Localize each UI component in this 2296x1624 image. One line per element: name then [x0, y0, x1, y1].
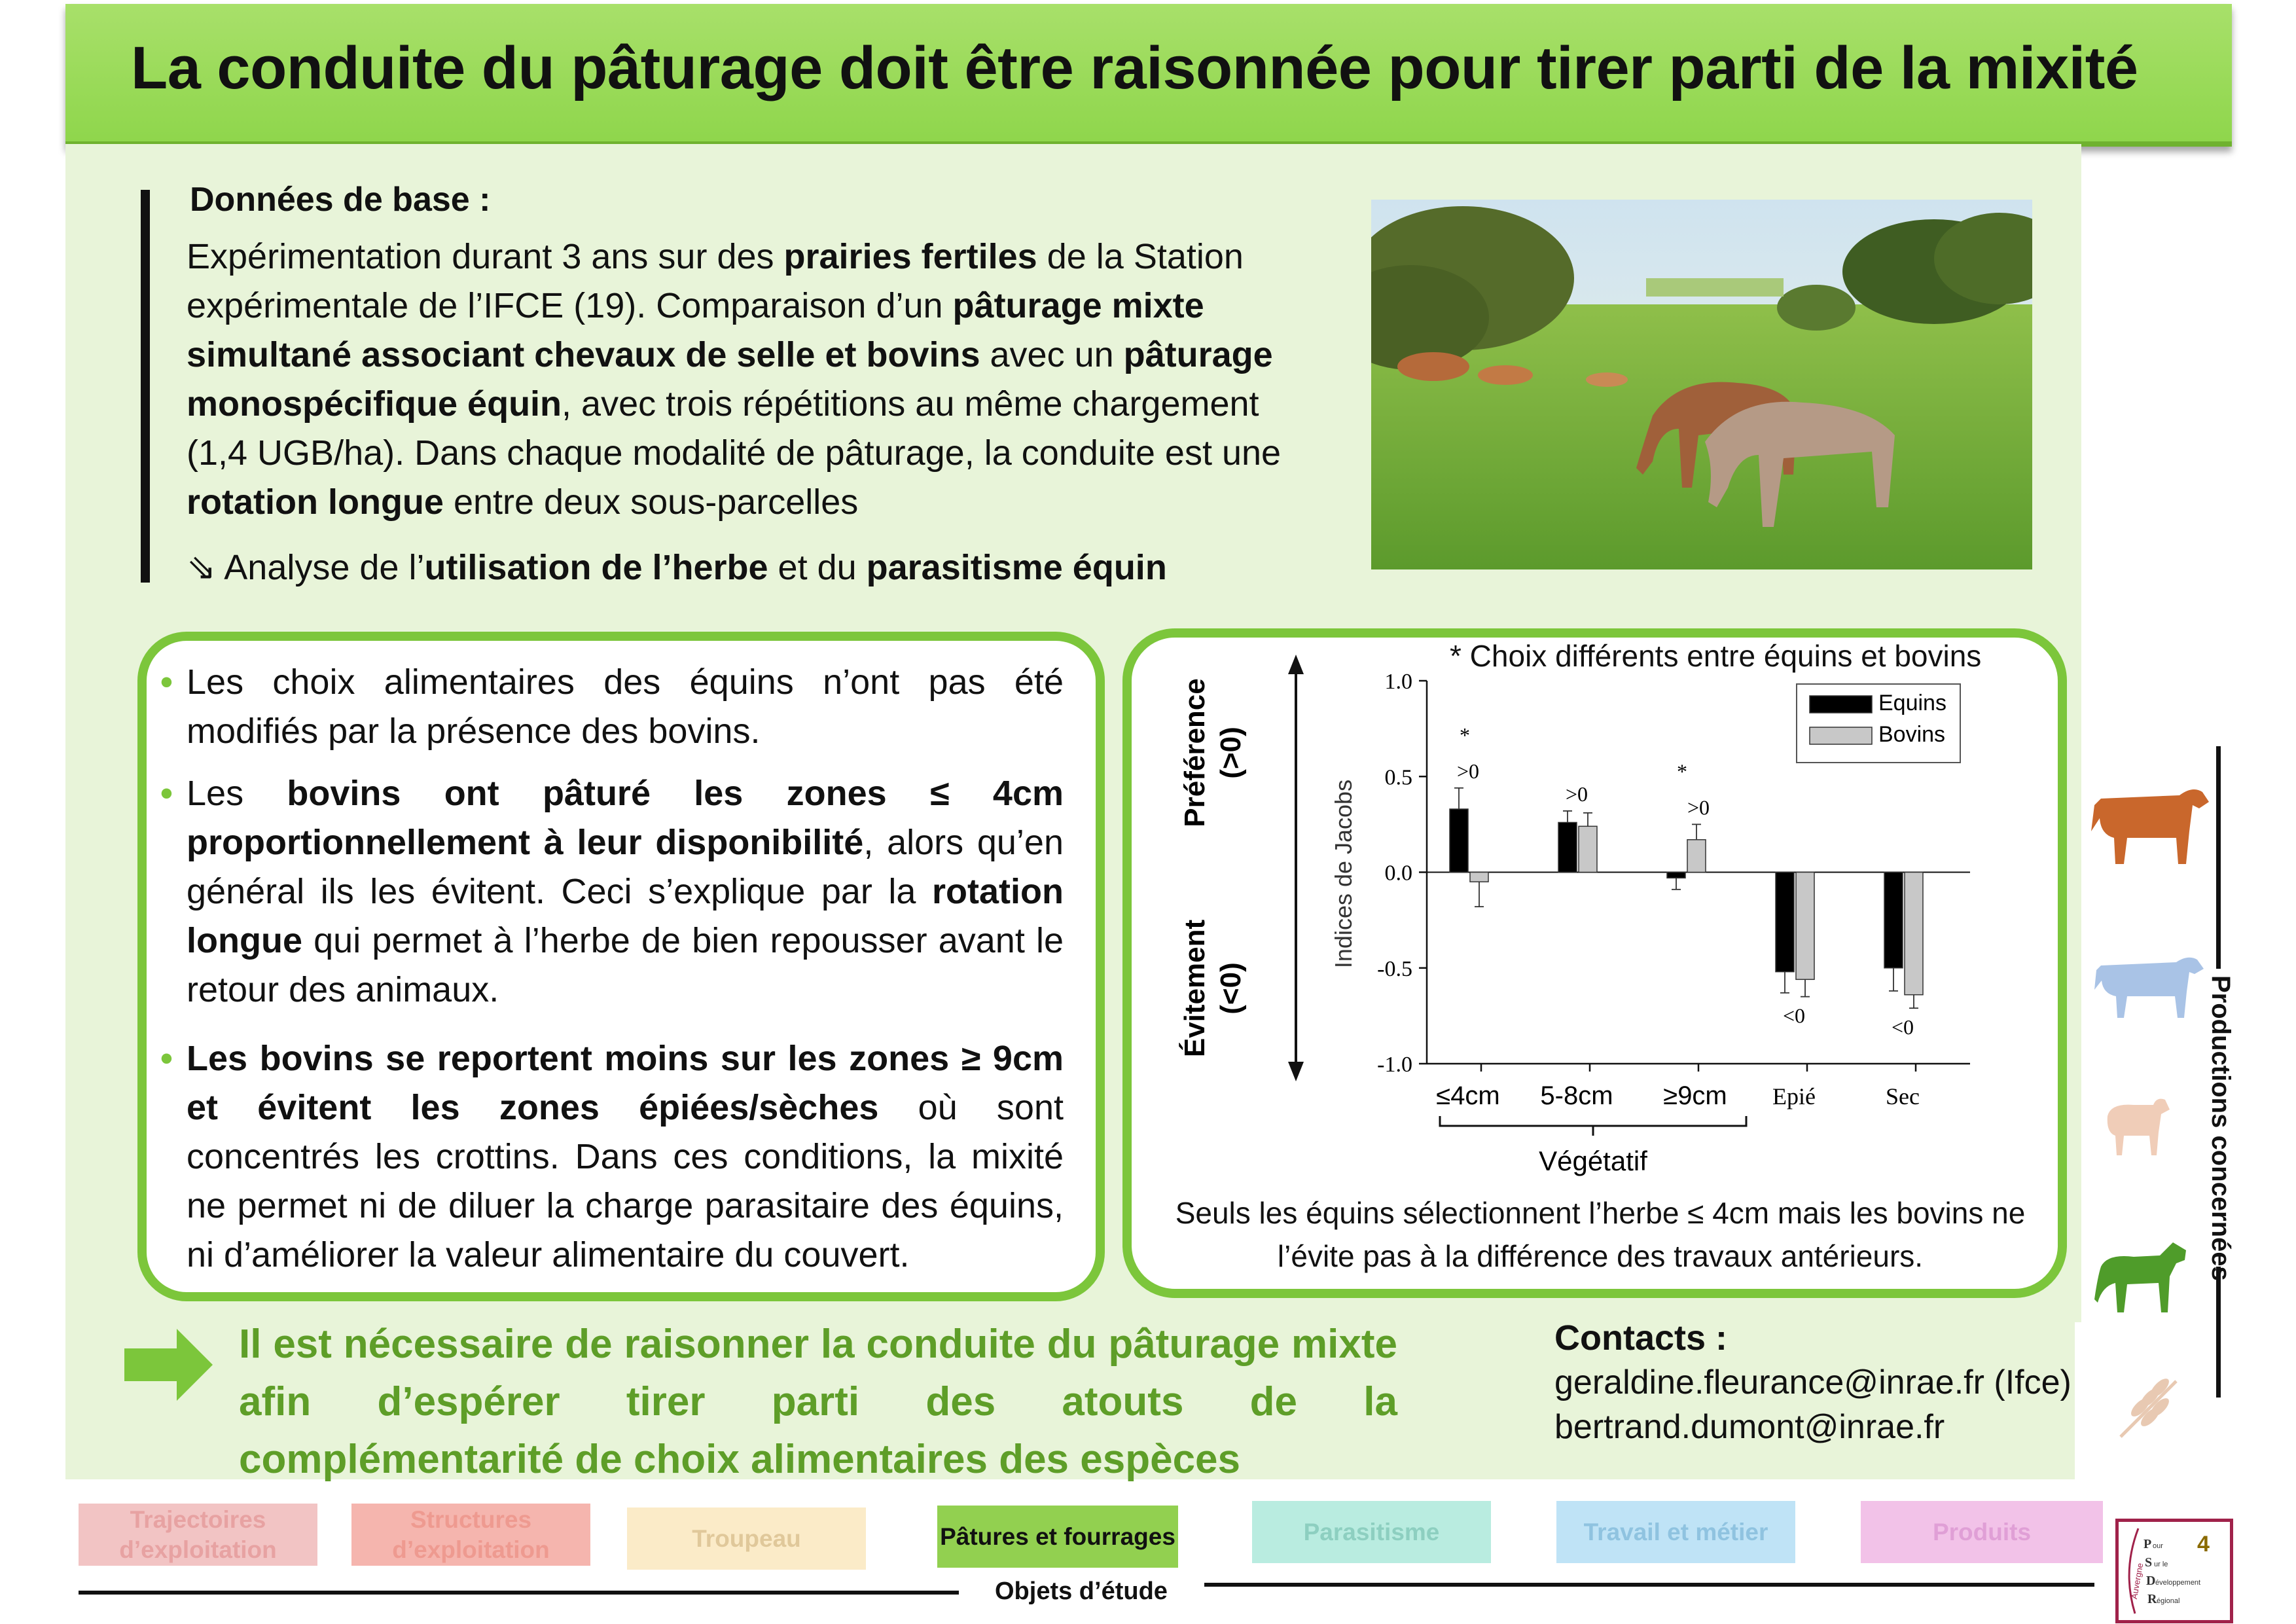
- legend-swatch-equins: [1810, 696, 1872, 713]
- jacobs-chart: [1165, 648, 1990, 1191]
- contact-email-2[interactable]: bertrand.dumont@inrae.fr: [1554, 1408, 1945, 1446]
- nav-line: [1204, 1583, 2094, 1587]
- productions-line: [2216, 746, 2221, 969]
- conclusion-text: Il est nécessaire de raisonner la conduite du pâturage mixte afin d’espérer tirer parti des atouts de la complémentarité de choix alimentaires des espèces: [239, 1322, 1397, 1482]
- cow-icon: [2088, 779, 2212, 871]
- svg-text:ur le: ur le: [2154, 1561, 2168, 1568]
- nav-parasitisme[interactable]: Parasitisme: [1252, 1501, 1491, 1563]
- x-tick-label: Sec: [1886, 1083, 1920, 1110]
- bar-bovins: [1579, 826, 1597, 872]
- nav-structures[interactable]: Structures d’exploitation: [351, 1504, 590, 1566]
- up-arrow-icon: [1288, 655, 1304, 674]
- horse-icon: [2094, 1237, 2193, 1316]
- bar-bovins: [1905, 873, 1923, 995]
- side-label-top: Préférence: [1179, 678, 1211, 827]
- svg-text:éveloppement: éveloppement: [2155, 1579, 2201, 1587]
- svg-text:R: R: [2147, 1592, 2157, 1606]
- contacts-heading: Contacts :: [1554, 1318, 1728, 1358]
- finding-2: • Les bovins ont pâturé les zones ≤ 4cm proportionnellement à leur disponibilité, alors qu’en général ils les évitent. Ceci s’explique par la rotation longue qui permet à l’herbe de bien repousser avant le retour des animaux.: [187, 769, 1064, 1015]
- bar-equins: [1667, 873, 1685, 878]
- svg-text:Auvergne: Auvergne: [2128, 1562, 2145, 1600]
- down-arrow-icon: [1288, 1062, 1304, 1081]
- x-tick-label: Epié: [1772, 1083, 1816, 1110]
- cow-icon: [2091, 949, 2209, 1021]
- bar-bovins: [1796, 873, 1814, 980]
- bar-equins: [1776, 873, 1794, 972]
- y-tick-label: 0.5: [1384, 765, 1412, 790]
- productions-line: [2216, 1267, 2221, 1398]
- pasture-photo: [1371, 200, 2032, 569]
- annotation-label: >0: [1687, 795, 1710, 820]
- side-label-bottom: Évitement: [1179, 919, 1211, 1058]
- x-tick-label: ≥9cm: [1663, 1081, 1727, 1110]
- bar-equins: [1884, 873, 1903, 968]
- bullet-icon: •: [160, 662, 173, 702]
- significance-star: *: [1677, 759, 1687, 784]
- bar-equins: [1558, 822, 1577, 872]
- base-data-heading: Données de base :: [190, 181, 491, 219]
- bar-bovins: [1687, 840, 1706, 873]
- side-label-top-sub: (>0): [1215, 727, 1247, 779]
- legend-label-equins: Equins: [1878, 691, 1946, 715]
- bar-bovins: [1470, 873, 1488, 882]
- y-axis-label: Indices de Jacobs: [1330, 779, 1357, 969]
- x-tick-label: ≤4cm: [1436, 1081, 1500, 1110]
- annotation-label: <0: [1782, 1003, 1806, 1028]
- annotation-label: >0: [1565, 782, 1588, 806]
- page-title: La conduite du pâturage doit être raisonnée pour tirer parti de la mixité: [131, 35, 2138, 101]
- productions-label: Productions concernées: [2206, 975, 2235, 1281]
- nav-produits[interactable]: Produits: [1861, 1501, 2103, 1563]
- contact-email-1[interactable]: geraldine.fleurance@inrae.fr (Ifce): [1554, 1363, 2072, 1401]
- arrow-icon: ⇘: [187, 548, 217, 587]
- contacts: [1554, 1316, 2072, 1449]
- psdr-logo: [2115, 1519, 2233, 1623]
- legend-swatch-bovins: [1810, 727, 1872, 744]
- bullet-icon: •: [160, 1039, 173, 1078]
- sheep-icon: [2101, 1093, 2173, 1159]
- analysis-line: ⇘ Analyse de l’utilisation de l’herbe et du parasitisme équin: [187, 548, 1167, 587]
- chart-note: * Choix différents entre équins et bovins: [1450, 639, 1982, 673]
- base-data-text: Expérimentation durant 3 ans sur des prairies fertiles de la Station expérimentale de l’IFCE (19). Comparaison d’un pâturage mixte simultané associant chevaux de selle et bovins avec un pâturage monospécifique équin, avec trois répétitions au même chargement (1,4 UGB/ha). Dans chaque modalité de pâturage, la conduite est une rotation longue entre deux sous-parcelles: [187, 237, 1282, 522]
- bar-equins: [1450, 809, 1468, 873]
- svg-text:S: S: [2145, 1555, 2153, 1570]
- group-bracket: [1440, 1116, 1746, 1126]
- annotation-label: >0: [1456, 759, 1480, 783]
- legend-label-bovins: Bovins: [1878, 722, 1946, 747]
- x-tick-label: 5-8cm: [1540, 1081, 1613, 1110]
- wheat-icon: [2114, 1371, 2186, 1443]
- side-label-bottom-sub: (<0): [1215, 962, 1247, 1015]
- nav-line: [79, 1591, 959, 1595]
- nav-troupeau[interactable]: Troupeau: [627, 1507, 866, 1570]
- svg-text:P: P: [2144, 1537, 2152, 1551]
- finding-3: • Les bovins se reportent moins sur les zones ≥ 9cm et évitent les zones épiées/sèches où sont concentrés les crottins. Dans ces conditions, la mixité ne permet ni de diluer la charge parasitaire des équins, ni d’améliorer la valeur alimentaire du couvert.: [187, 1034, 1064, 1280]
- y-tick-label: -1.0: [1377, 1053, 1412, 1077]
- chart-caption: Seuls les équins sélectionnent l’herbe ≤ 4cm mais les bovins ne l’évite pas à la différence des travaux antérieurs.: [1175, 1196, 2026, 1273]
- svg-text:D: D: [2146, 1574, 2156, 1588]
- group-label: Végétatif: [1539, 1146, 1647, 1176]
- nav-travail[interactable]: Travail et métier: [1556, 1501, 1795, 1563]
- y-tick-label: -0.5: [1377, 956, 1412, 981]
- right-arrow-icon: [124, 1329, 216, 1401]
- base-data-bar: [141, 190, 150, 583]
- svg-text:our: our: [2153, 1542, 2163, 1550]
- svg-text:égional: égional: [2157, 1597, 2180, 1605]
- significance-star: *: [1460, 723, 1470, 747]
- finding-1: • Les choix alimentaires des équins n’ont pas été modifiés par la présence des bovins.: [187, 658, 1064, 756]
- nav-patures-fourrages[interactable]: Pâtures et fourrages: [937, 1506, 1178, 1568]
- y-tick-label: 1.0: [1384, 670, 1412, 694]
- bullet-icon: •: [160, 774, 173, 813]
- nav-trajectoires[interactable]: Trajectoires d’exploitation: [79, 1504, 317, 1566]
- svg-text:4: 4: [2197, 1532, 2210, 1557]
- annotation-label: <0: [1891, 1015, 1914, 1039]
- y-tick-label: 0.0: [1384, 861, 1412, 886]
- nav-caption: Objets d’étude: [995, 1578, 1168, 1605]
